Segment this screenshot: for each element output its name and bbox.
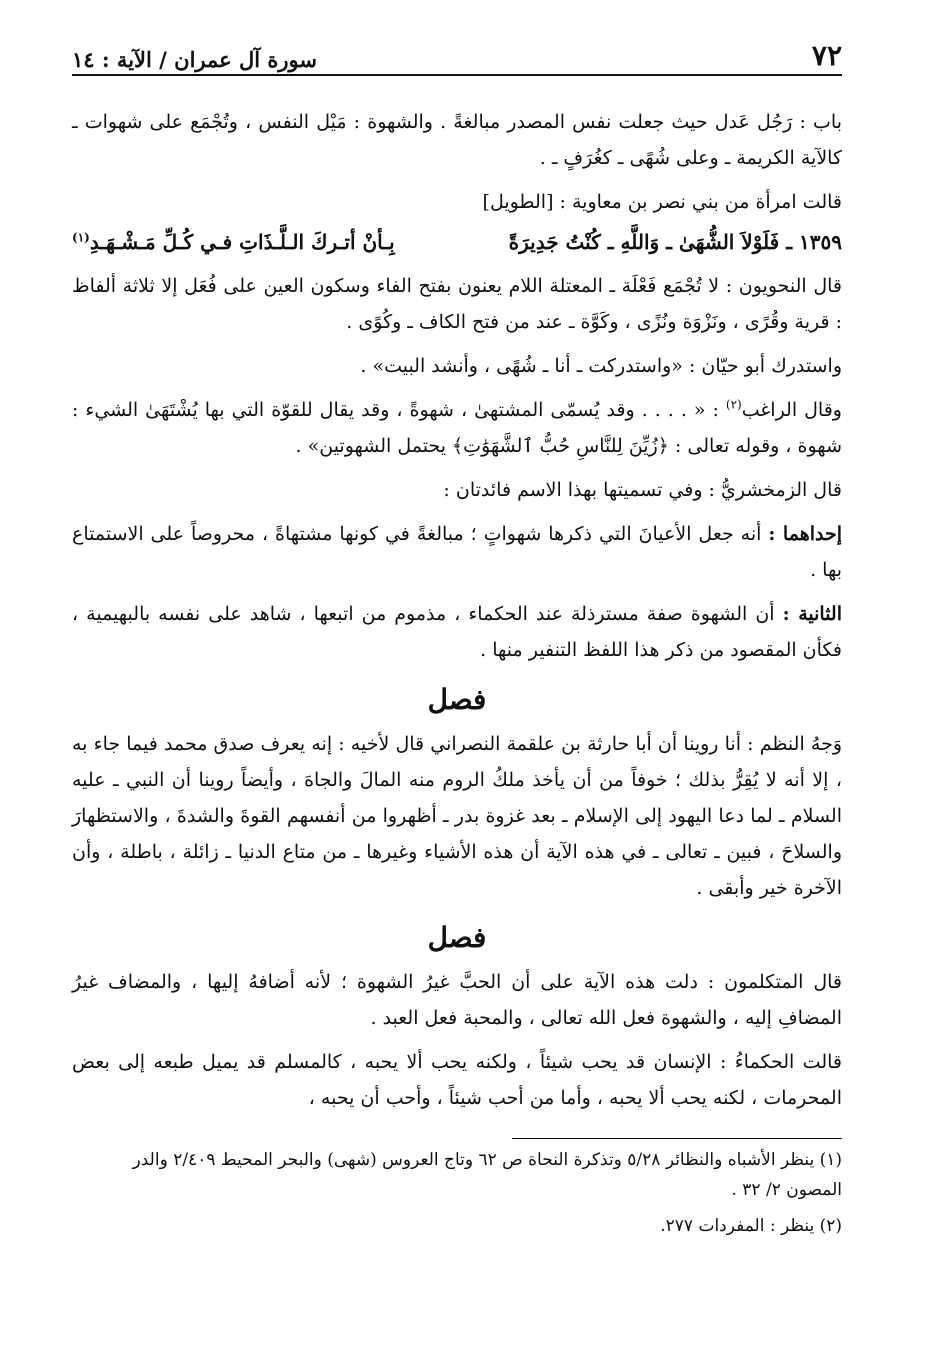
second-benefit-label: الثانية : <box>782 603 843 625</box>
paragraph-raghib <box>72 392 842 464</box>
verse-hemistich-first-text: فَلَوْلاَ الشُّهَىٰ ـ وَاللَّهِ ـ كُنْتُ جَدِيرَةً <box>508 230 780 254</box>
paragraph: قالت الحكماءُ : الإنسان قد يحب شيئاً ، ولكنه يحب ألا يحبه ، كالمسلم قد يميل طبعه إلى بعض المحرمات ، لكنه يحب ألا يحبه ، وأما من أحب شيئاً ، وأحب أن يحبه ، <box>72 1051 842 1109</box>
verse-number: ١٣٥٩ ـ <box>786 230 842 254</box>
paragraph-first-benefit <box>72 516 842 588</box>
paragraph: قالت امرأة من بني نصر بن معاوية : [الطويل] <box>482 191 842 213</box>
footnote: (٢) ينظر : المفردات ٢٧٧. <box>660 1216 842 1236</box>
footnote-mark: (٢) <box>725 397 742 412</box>
paragraph: واستدرك أبو حيّان : «واستدركت ـ أنا ـ شُهًى ، وأنشد البيت» . <box>360 355 842 377</box>
raghib-quote: : « . . . . وقد يُسمّى المشتهىٰ ، شهوةً ، وقد يقال للقوّة التي بها يُشْتَهَىٰ الشيء : شهوة ، وقوله تعالى : ﴿زُيِّنَ لِلنَّاسِ حُبُّ ٱلشَّهَوَٰتِ﴾ يحتمل الشهوتين» . <box>72 399 842 457</box>
footnote: (١) ينظر الأشباه والنظائر ٥/٢٨ وتذكرة النحاة ص ٦٢ وتاج العروس (شهى) والبحر المحيط ٢/٤٠٩ والدر المصون ٢/ ٣٢ . <box>132 1150 842 1200</box>
paragraph: قال الزمخشريُّ : وفي تسميتها بهذا الاسم فائدتان : <box>443 479 842 501</box>
paragraph: وَجهُ النظم : أنا روينا أن أبا حارثة بن علقمة النصراني قال لأخيه : إنه يعرف صدق محمد فيما جاء به ، إلا أنه لا يُقِرُّ بذلك ؛ خوفاً من أن يأخذ ملكُ الروم منه المالَ والجاهَ ، وأيضاً روينا أن النبي ـ عليه السلام ـ لما دعا اليهود إلى الإسلام ـ بعد غزوة بدر ـ أظهروا من أنفسهم القوةَ والشدةَ ، والاستظهارَ والسلاحَ ، فبين ـ تعالى ـ في هذه الآية أن هذه الأشياء وغيرها ـ من متاع الدنيا ـ زائلة ، باطلة ، وأن الآخرة خير وأبقى . <box>72 733 842 899</box>
paragraph: قال المتكلمون : دلت هذه الآية على أن الحبَّ غيرُ الشهوة ؛ لأنه أضافهُ إليها ، والمضاف غيرُ المضافِ إليه ، والشهوة فعل الله تعالى ، والمحبة فعل العبد . <box>72 971 842 1029</box>
verse-hemistich-first <box>509 224 842 260</box>
paragraph: باب : رَجُل عَدل حيث جعلت نفس المصدر مبالغةً . والشهوة : مَيْل النفس ، وتُجْمَع على شهوات ـ كالآية الكريمة ـ وعلى شُهًى ـ كغُرَفٍ ـ . <box>72 111 842 169</box>
main-text <box>72 104 842 1241</box>
header-rule <box>72 74 842 76</box>
page-number: ٧٢ <box>811 39 842 72</box>
paragraph: قال النحويون : لا تُجْمَع فَعْلَة ـ المعتلة اللام يعنون بفتح الفاء وسكون العين على فُعَل إلا ثلاثة ألفاظ : قرية وقُرًى ، ونَزْوَة ونُزًى ، وكَوَّة ـ عند من فتح الكاف ـ وكُوًى . <box>72 275 842 333</box>
running-header <box>72 30 842 70</box>
first-benefit-label: إحداهما : <box>768 523 842 545</box>
second-benefit-text: أن الشهوة صفة مسترذلة عند الحكماء ، مذموم من اتبعها ، شاهد على نفسه بالبهيمية ، فكأن المقصود من ذكر هذا اللفظ التنفير منها . <box>72 603 842 661</box>
section-heading: فصل <box>427 921 487 954</box>
raghib-lead: وقال الراغب <box>741 399 842 421</box>
verse-hemistich-second-text: بِـأنْ أتـركَ الـلَّـذَاتِ فـي كُـلِّ مَـشْـهَـدِ <box>89 230 395 254</box>
verse-hemistich-second <box>72 224 395 260</box>
section-heading: فصل <box>427 683 487 716</box>
footnote-separator <box>512 1138 842 1139</box>
footnote-mark: (١) <box>72 230 90 245</box>
surah-title: سورة آل عمران / الآية : ١٤ <box>72 47 317 72</box>
poetry-verse <box>72 224 842 260</box>
paragraph-second-benefit <box>72 596 842 668</box>
page <box>72 30 842 1241</box>
first-benefit-text: أنه جعل الأعيانَ التي ذكرها شهواتٍ ؛ مبالغةً في كونها مشتهاةً ، محروصاً على الاستمتاع بها . <box>72 523 842 581</box>
